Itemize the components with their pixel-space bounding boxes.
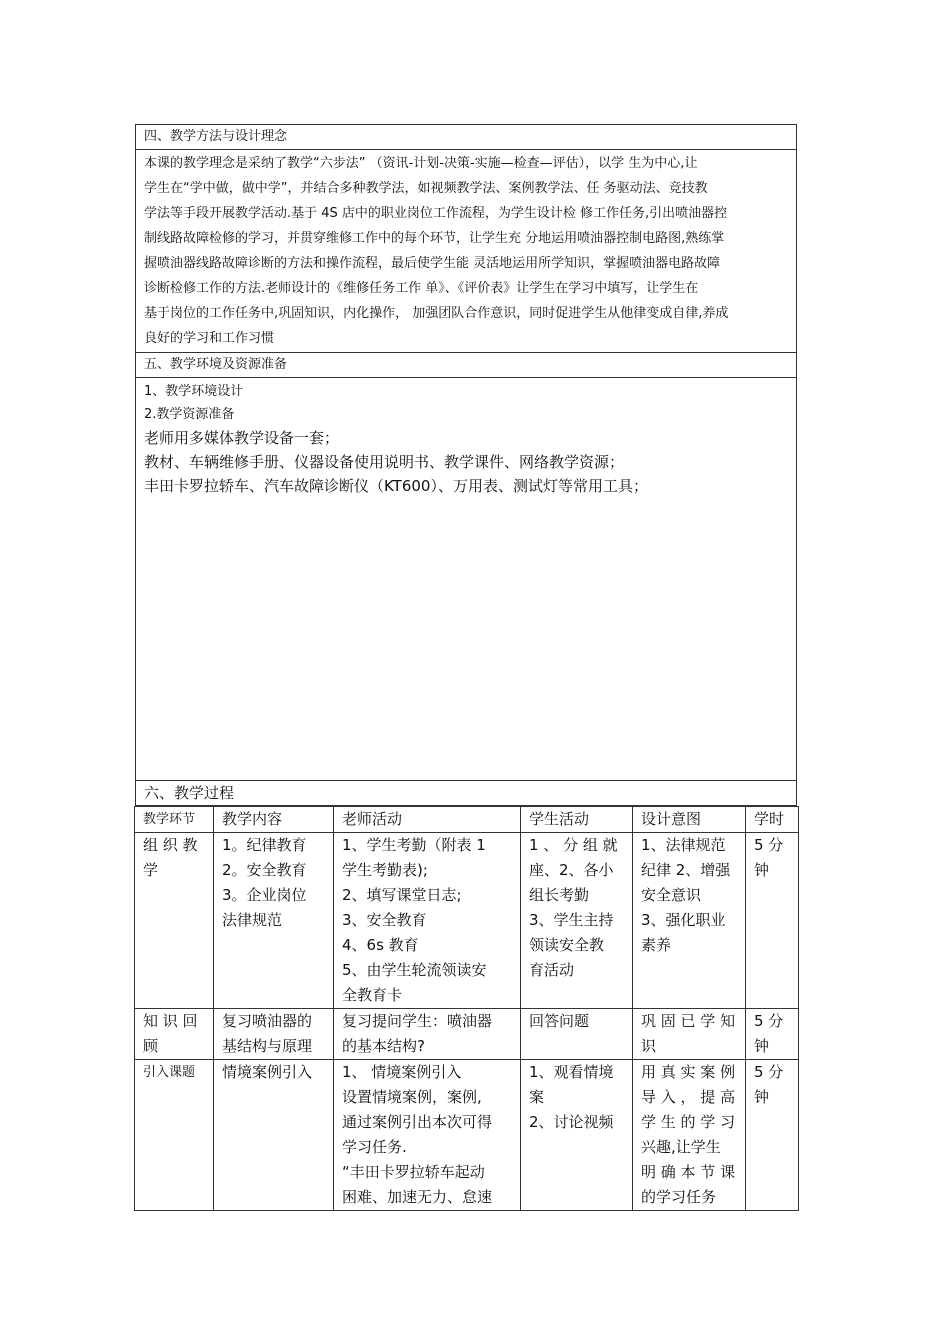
cell-line: 顾 — [143, 1037, 159, 1055]
cell-line: 兴趣,让学生 — [641, 1138, 721, 1156]
cell-student — [521, 833, 633, 1009]
cell-line: 组 织 教 — [143, 836, 198, 854]
cell-line: 1 、 分 组 就 — [529, 836, 618, 854]
cell-line: “丰田卡罗拉轿车起动 — [342, 1163, 485, 1181]
section4-title: 四、教学方法与设计理念 — [136, 125, 796, 150]
cell-line: 3。企业岗位 — [222, 886, 307, 904]
cell-intent — [633, 1009, 746, 1060]
section4-line: 学法等手段开展教学活动.基于 4S 店中的职业岗位工作流程，为学生设计检 修工作任务,引出喷油器控 — [144, 206, 728, 221]
document-page — [135, 124, 797, 1211]
section4-line: 学生在“学中做，做中学”，并结合多种教学法，如视频教学法、案例教学法、任 务驱动法、竞技教 — [144, 181, 708, 196]
cell-line: 明 确 本 节 课 — [641, 1163, 736, 1181]
cell-line: 育活动 — [529, 961, 575, 979]
cell-teacher — [334, 1009, 521, 1060]
cell-line: 钟 — [754, 1088, 770, 1106]
cell-line: 5、由学生轮流领读安 — [342, 961, 487, 979]
cell-teacher — [334, 833, 521, 1009]
cell-line: 知 识 回 — [143, 1012, 198, 1030]
cell-line: 3、强化职业 — [641, 911, 726, 929]
env-item: 教材、车辆维修手册、仪器设备使用说明书、教学课件、网络教学资源； — [144, 453, 625, 471]
cell-line: 学 — [143, 861, 159, 879]
section4-line: 本课的教学理念是采纳了教学“六步法” （资讯-计划-决策-实施—检查—评估），以学 生为中心,让 — [144, 156, 698, 171]
section5-title: 五、教学环境及资源准备 — [136, 353, 796, 378]
env-item: 老师用多媒体教学设备一套； — [144, 429, 340, 447]
cell-line: 用 真 实 案 例 — [641, 1063, 736, 1081]
cell-line: 全教育卡 — [342, 986, 403, 1004]
cell-line: 座、2、各小 — [529, 861, 614, 879]
cell-intent — [633, 1060, 746, 1211]
cell-line: 的基本结构? — [342, 1037, 425, 1055]
cell-hours — [746, 1060, 799, 1211]
section4-body — [136, 150, 796, 353]
cell-line: 1、学生考勤（附表 1 — [342, 836, 486, 854]
cell-line: 领读安全教 — [529, 936, 605, 954]
cell-line: 2。安全教育 — [222, 861, 307, 879]
cell-line: 学生考勤表); — [342, 861, 428, 879]
section5-body — [136, 378, 796, 781]
header-teacher: 老师活动 — [334, 807, 521, 833]
cell-stage — [135, 1009, 214, 1060]
cell-line: 5 分 — [754, 1012, 784, 1030]
cell-stage — [135, 1060, 214, 1211]
cell-student — [521, 1009, 633, 1060]
cell-line: 5 分 — [754, 1063, 784, 1081]
cell-content — [214, 1009, 334, 1060]
cell-line: 3、学生主持 — [529, 911, 614, 929]
env-item: 1、教学环境设计 — [144, 384, 244, 399]
header-intent: 设计意图 — [633, 807, 746, 833]
cell-line: 2、填写课堂日志; — [342, 886, 462, 904]
cell-teacher — [334, 1060, 521, 1211]
cell-content — [214, 1060, 334, 1211]
header-hours: 学时 — [746, 807, 799, 833]
cell-line: 困难、加速无力、怠速 — [342, 1188, 493, 1206]
cell-line: 巩 固 已 学 知 — [641, 1012, 736, 1030]
section4-line: 制线路故障检修的学习，并贯穿维修工作中的每个环节，让学生充 分地运用喷油器控制电路图,熟练掌 — [144, 231, 725, 246]
cell-line: 素养 — [641, 936, 672, 954]
cell-student — [521, 1060, 633, 1211]
cell-line: 4、6s 教育 — [342, 936, 419, 954]
cell-line: 钟 — [754, 1037, 770, 1055]
section4-line: 握喷油器线路故障诊断的方法和操作流程，最后使学生能 灵活地运用所学知识，掌握喷油器电路故障 — [144, 256, 721, 271]
cell-line: 钟 — [754, 861, 770, 879]
cell-line: 1、观看情境 — [529, 1063, 614, 1081]
cell-line: 回答问题 — [529, 1012, 590, 1030]
cell-line: 1。纪律教育 — [222, 836, 307, 854]
cell-line: 5 分 — [754, 836, 784, 854]
header-stage: 教学环节 — [135, 807, 214, 833]
cell-line: 学习任务. — [342, 1138, 407, 1156]
cell-line: 的学习任务 — [641, 1188, 717, 1206]
env-item: 丰田卡罗拉轿车、汽车故障诊断仪（KT600）、万用表、测试灯等常用工具； — [144, 477, 648, 495]
section4-line: 诊断检修工作的方法.老师设计的《维修任务工作 单》、《评价表》让学生在学习中填写，让学生在 — [144, 281, 699, 296]
cell-line: 1、 情境案例引入 — [342, 1063, 462, 1081]
cell-line: 复习喷油器的 — [222, 1012, 313, 1030]
cell-line: 案 — [529, 1088, 545, 1106]
cell-hours — [746, 1009, 799, 1060]
cell-line: 安全意识 — [641, 886, 702, 904]
section4-line: 基于岗位的工作任务中,巩固知识，内化操作， 加强团队合作意识，同时促进学生从他律变成自律,养成 — [144, 306, 729, 321]
section4-line: 良好的学习和工作习惯 — [144, 331, 275, 346]
cell-intent — [633, 833, 746, 1009]
cell-line: 法律规范 — [222, 911, 283, 929]
cell-content — [214, 833, 334, 1009]
cell-line: 识 — [641, 1037, 657, 1055]
cell-line: 复习提问学生：喷油器 — [342, 1012, 493, 1030]
section6-title: 六、教学过程 — [136, 781, 796, 806]
cell-line: 情境案例引入 — [222, 1063, 313, 1081]
cell-line: 组长考勤 — [529, 886, 590, 904]
lesson-plan-table — [135, 124, 797, 806]
table-row — [135, 833, 799, 1009]
table-row — [135, 1009, 799, 1060]
teaching-process-table — [134, 806, 799, 1211]
cell-line: 学 生 的 学 习 — [641, 1113, 736, 1131]
cell-line: 2、讨论视频 — [529, 1113, 614, 1131]
cell-line: 导 入 ， 提 高 — [641, 1088, 736, 1106]
cell-line: 3、安全教育 — [342, 911, 427, 929]
table-header-row — [135, 807, 799, 833]
cell-line: 基结构与原理 — [222, 1037, 313, 1055]
header-student: 学生活动 — [521, 807, 633, 833]
env-item: 2.教学资源准备 — [144, 407, 235, 422]
cell-line: 引入课题 — [143, 1065, 196, 1080]
cell-line: 通过案例引出本次可得 — [342, 1113, 493, 1131]
cell-line: 1、法律规范 — [641, 836, 726, 854]
cell-line: 纪律 2、增强 — [641, 861, 731, 879]
cell-hours — [746, 833, 799, 1009]
header-content: 教学内容 — [214, 807, 334, 833]
cell-line: 设置情境案例，案例, — [342, 1088, 482, 1106]
table-row — [135, 1060, 799, 1211]
cell-stage — [135, 833, 214, 1009]
